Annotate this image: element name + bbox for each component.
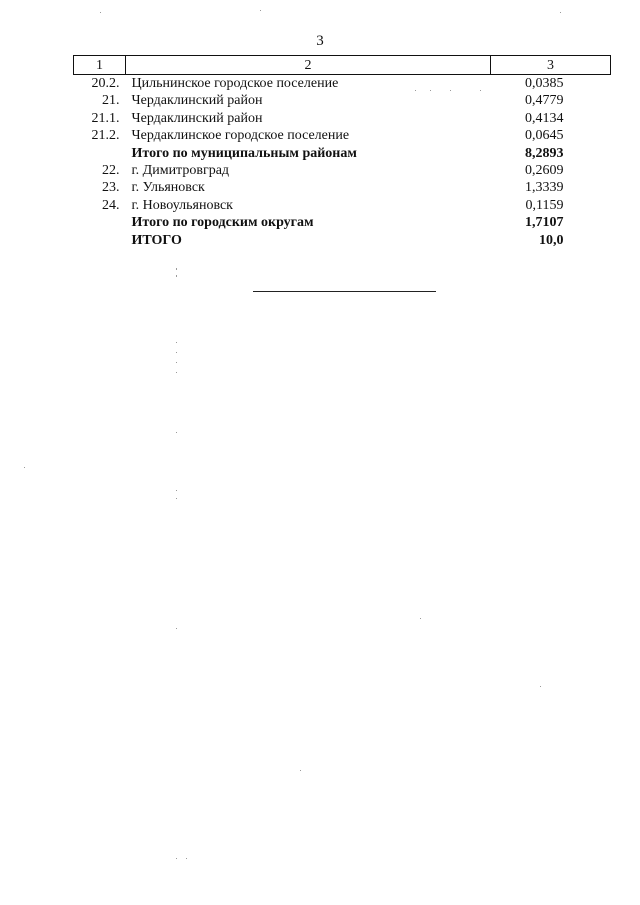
row-value: 10,0 <box>539 232 564 248</box>
row-number <box>74 232 126 249</box>
table-row <box>74 162 611 179</box>
row-name: Чердаклинский район <box>131 110 263 126</box>
row-value: 1,3339 <box>525 180 564 196</box>
row-number: 23. <box>102 180 120 196</box>
row-value: 1,7107 <box>525 215 564 231</box>
row-name: г. Димитровград <box>131 162 230 178</box>
allocation-table <box>73 55 611 249</box>
row-number <box>74 145 126 162</box>
row-value: 0,4134 <box>525 110 564 126</box>
row-number: 21. <box>102 93 120 109</box>
table-row <box>74 75 611 93</box>
table-row <box>74 179 611 196</box>
row-value: 0,0385 <box>525 76 564 91</box>
row-name: Чердаклинское городское поселение <box>131 128 350 144</box>
header-col-3: 3 <box>491 56 611 75</box>
row-value: 0,4779 <box>525 93 564 109</box>
table-row <box>74 127 611 144</box>
row-value: 0,0645 <box>525 128 564 144</box>
row-number: 21.2. <box>91 128 120 144</box>
row-name: Чердаклинский район <box>131 93 263 109</box>
row-name: г. Ульяновск <box>131 180 205 196</box>
table-row <box>74 92 611 109</box>
row-number: 22. <box>102 162 120 178</box>
row-name: Цильнинское городское поселение <box>131 76 339 91</box>
total-row <box>74 232 611 249</box>
end-separator-line <box>253 291 436 292</box>
table-header <box>74 56 611 75</box>
row-name: г. Новоульяновск <box>131 197 233 213</box>
row-name: Итого по муниципальным районам <box>131 145 357 161</box>
row-number: 24. <box>102 197 120 213</box>
row-value: 0,1159 <box>525 197 564 213</box>
page-number: 3 <box>316 33 324 49</box>
row-number <box>74 214 126 231</box>
subtotal-row <box>74 145 611 162</box>
table-row <box>74 197 611 214</box>
subtotal-row <box>74 214 611 231</box>
row-name: ИТОГО <box>131 232 182 248</box>
table-body <box>74 75 611 249</box>
header-col-2: 2 <box>126 56 491 75</box>
row-number: 21.1. <box>91 110 120 126</box>
row-value: 0,2609 <box>525 162 564 178</box>
row-value: 8,2893 <box>525 145 564 161</box>
header-col-1: 1 <box>74 56 126 75</box>
table-row <box>74 110 611 127</box>
row-name: Итого по городским округам <box>131 215 314 231</box>
row-number: 20.2. <box>91 76 120 91</box>
